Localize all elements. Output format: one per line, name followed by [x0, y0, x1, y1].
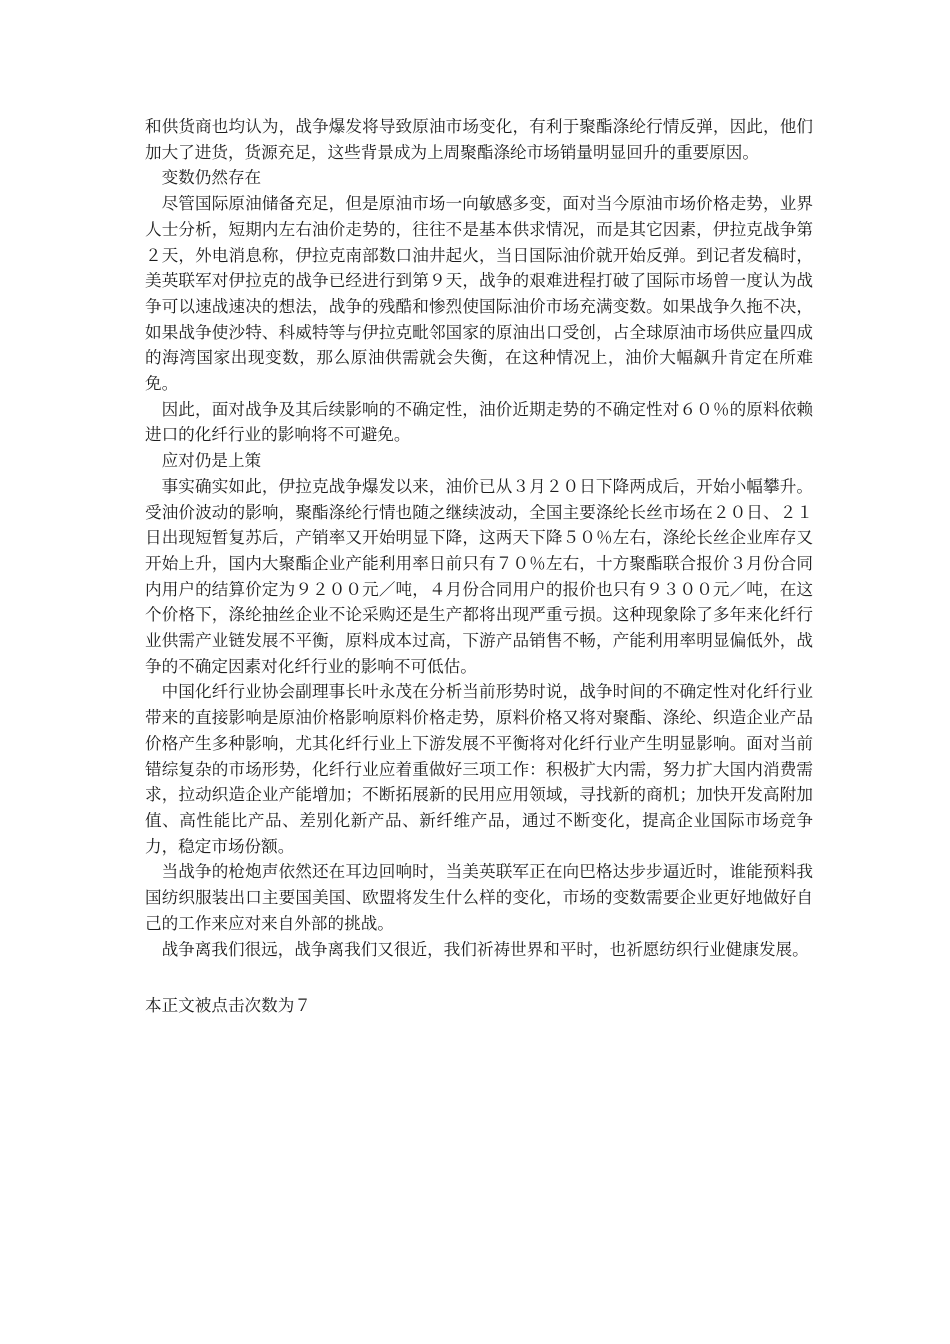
- paragraph: 和供货商也均认为，战争爆发将导致原油市场变化，有利于聚酯涤纶行情反弹，因此，他们加大了进货，货源充足，这些背景成为上周聚酯涤纶市场销量明显回升的重要原因。: [145, 117, 813, 162]
- article-body: [145, 114, 813, 962]
- paragraph: 尽管国际原油储备充足，但是原油市场一向敏感多变，面对当今原油市场价格走势，业界人士分析，短期内左右油价走势的，往往不是基本供求情况，而是其它因素，伊拉克战争第２天，外电消息称，伊拉克南部数口油井起火，当日国际油价就开始反弹。到记者发稿时，美英联军对伊拉克的战争已经进行到第９天，战争的艰难进程打破了国际市场曾一度认为战争可以速战速决的想法，战争的残酷和惨烈使国际油价市场充满变数。如果战争久拖不决，如果战争使沙特、科威特等与伊拉克毗邻国家的原油出口受创，占全球原油市场供应量四成的海湾国家出现变数，那么原油供需就会失衡，在这种情况上，油价大幅飙升肯定在所难免。: [145, 194, 813, 394]
- paragraph: 战争离我们很远，战争离我们又很近，我们祈祷世界和平时，也祈愿纺织行业健康发展。: [161, 939, 809, 959]
- section-heading: 应对仍是上策: [161, 451, 262, 471]
- paragraph: 因此，面对战争及其后续影响的不确定性，油价近期走势的不确定性对６０％的原料依赖进口的化纤行业的影响将不可避免。: [145, 399, 813, 445]
- hit-count: 本正文被点击次数为７: [145, 996, 311, 1016]
- paragraph: 中国化纤行业协会副理事长叶永茂在分析当前形势时说，战争时间的不确定性对化纤行业带来的直接影响是原油价格影响原料价格走势，原料价格又将对聚酯、涤纶、织造企业产品价格产生多种影响，尤其化纤行业上下游发展不平衡将对化纤行业产生明显影响。面对当前错综复杂的市场形势，化纤行业应着重做好三项工作：积极扩大内需，努力扩大国内消费需求，拉动织造企业产能增加；不断拓展新的民用应用领域，寻找新的商机；加快开发高附加值、高性能比产品、差别化新产品、新纤维产品，通过不断变化，提高企业国际市场竞争力，稳定市场份额。: [145, 682, 813, 856]
- paragraph: 事实确实如此，伊拉克战争爆发以来，油价已从３月２０日下降两成后，开始小幅攀升。受油价波动的影响，聚酯涤纶行情也随之继续波动，全国主要涤纶长丝市场在２０日、２１日出现短暂复苏后，产销率又开始明显下降，这两天下降５０％左右，涤纶长丝企业库存又开始上升，国内大聚酯企业产能利用率日前只有７０％左右，十方聚酯联合报价３月份合同内用户的结算价定为９２００元／吨，４月份合同用户的报价也只有９３００元／吨，在这个价格下，涤纶抽丝企业不论采购还是生产都将出现严重亏损。这种现象除了多年来化纤行业供需产业链发展不平衡，原料成本过高，下游产品销售不畅，产能利用率明显偏低外，战争的不确定因素对化纤行业的影响不可低估。: [145, 476, 813, 676]
- paragraph: 当战争的枪炮声依然还在耳边回响时，当美英联军正在向巴格达步步逼近时，谁能预料我国纺织服装出口主要国美国、欧盟将发生什么样的变化，市场的变数需要企业更好地做好自己的工作来应对来自外部的挑战。: [145, 862, 813, 933]
- section-heading: 变数仍然存在: [161, 168, 262, 188]
- article-container: [145, 114, 813, 1019]
